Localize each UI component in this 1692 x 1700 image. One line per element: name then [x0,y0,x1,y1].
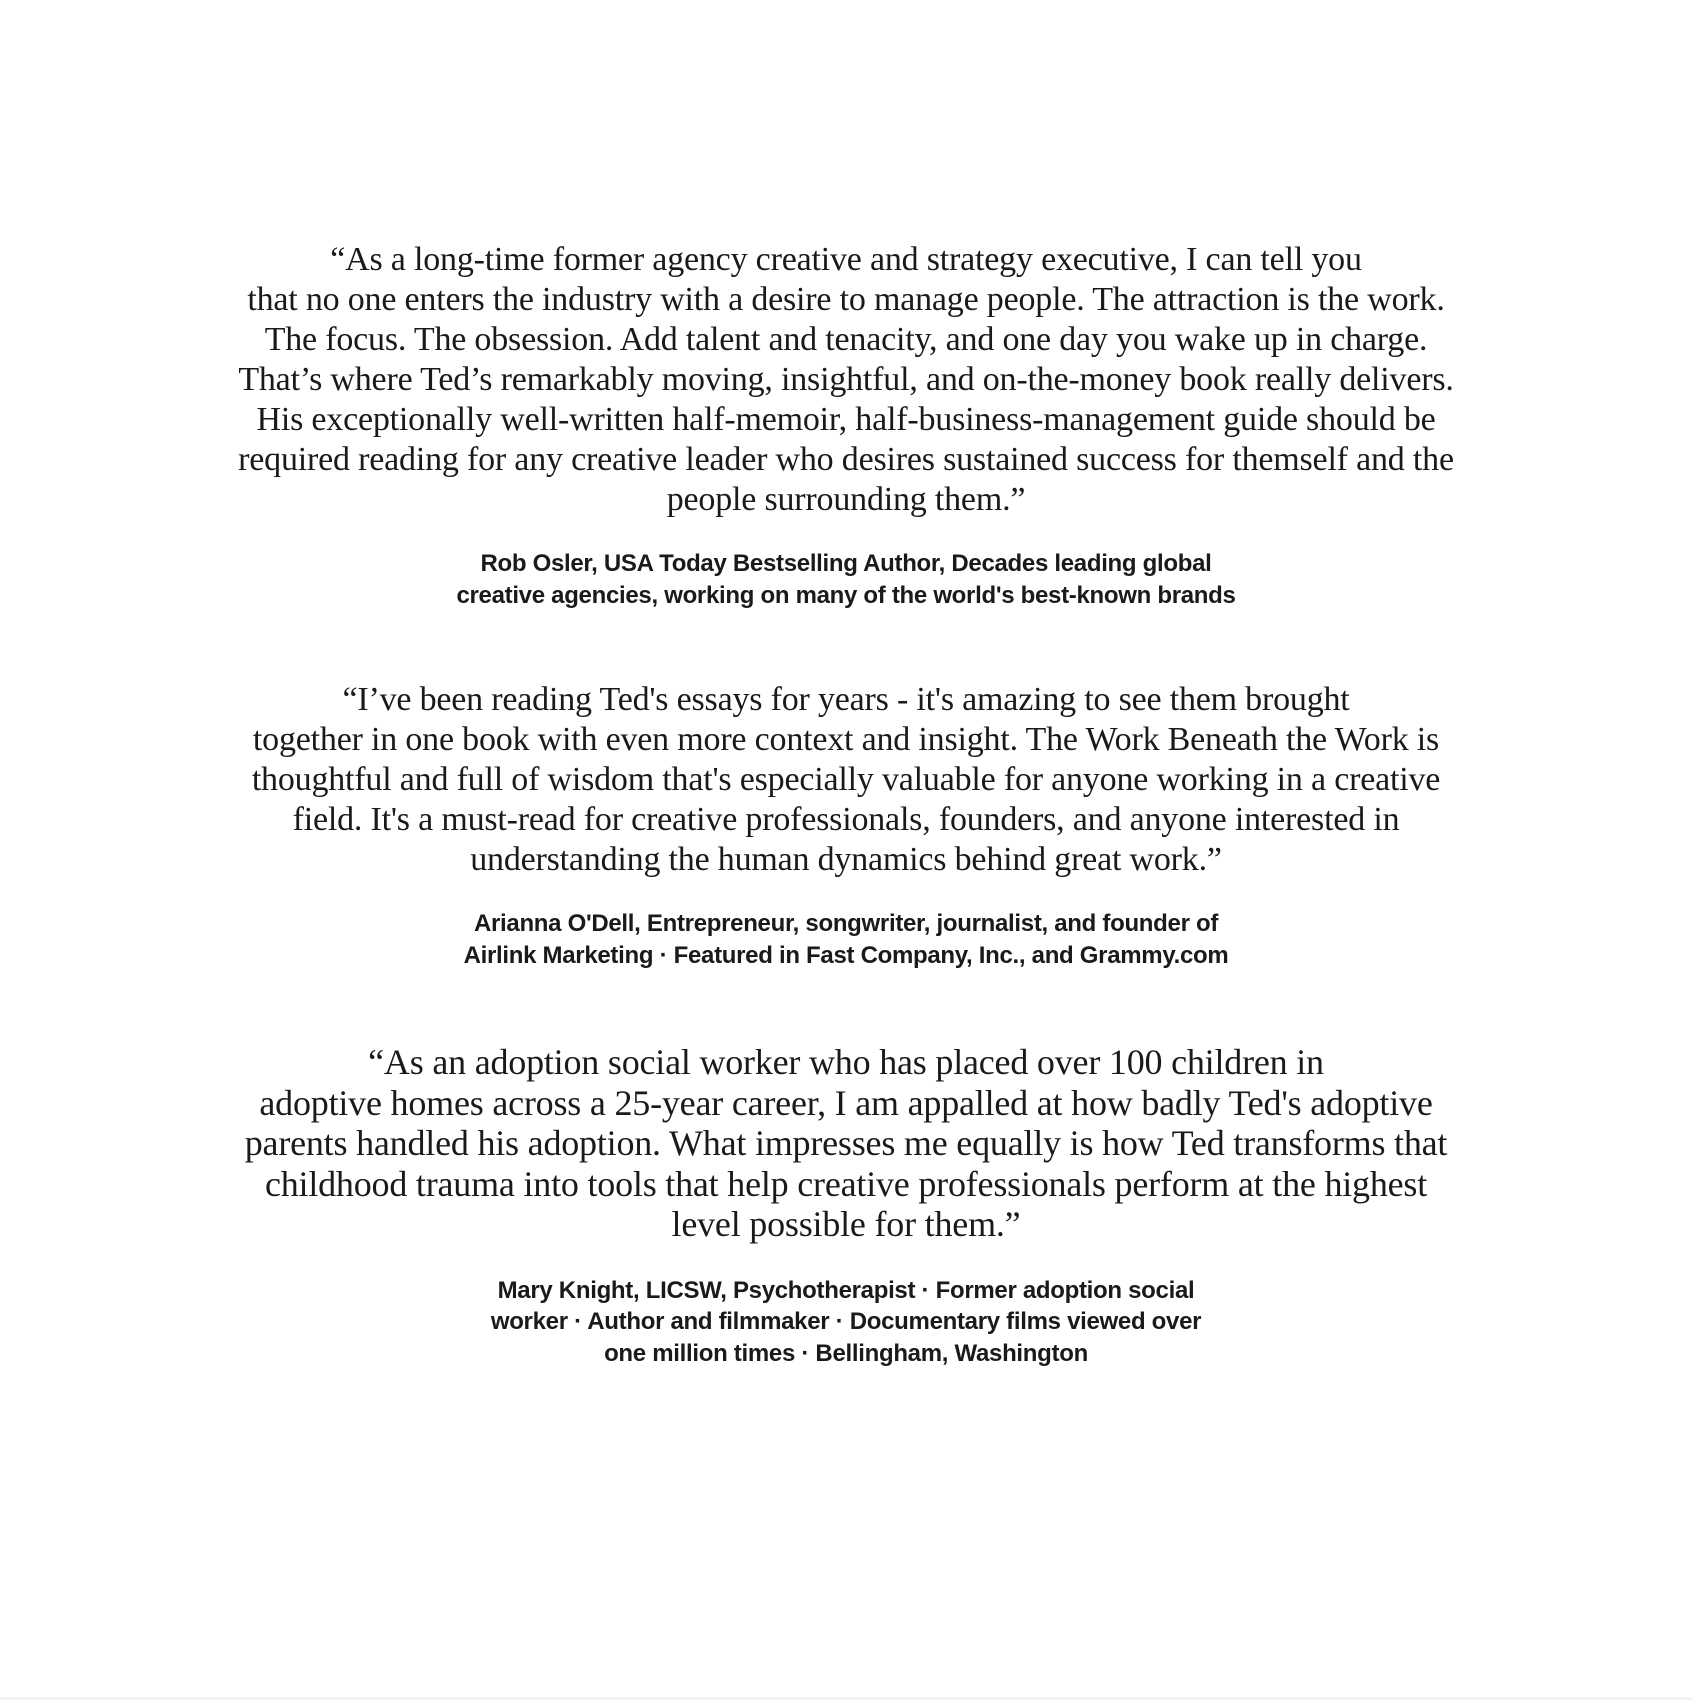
attribution-line: Arianna O'Dell, Entrepreneur, songwriter, journalist, and founder of [473,910,1219,937]
attribution-line: Mary Knight, LICSW, Psychotherapist · Former adoption social [497,1276,1195,1304]
testimonial-rob-osler [230,240,1462,611]
quote-line: level possible for them.” [671,1204,1021,1244]
quote-line: childhood trauma into tools that help creative professionals perform at the highest [264,1163,1428,1204]
quote-line: parents handled his adoption. What impresses me equally is how Ted transforms that [244,1123,1448,1163]
attribution-line: worker · Author and filmmaker · Documentary films viewed over [490,1308,1202,1335]
testimonial-attribution [230,548,1462,611]
testimonial-quote [230,680,1462,880]
quote-line: “As a long-time former agency creative and strategy executive, I can tell you [330,241,1362,278]
testimonial-arianna-odell [230,680,1462,971]
quote-line: field. It's a must-read for creative professionals, founders, and anyone interested in [292,801,1400,838]
quote-line: understanding the human dynamics behind great work.” [470,841,1222,878]
quote-line: people surrounding them.” [666,481,1026,518]
quote-line: adoptive homes across a 25-year career, I am appalled at how badly Ted's adoptive [259,1082,1433,1123]
quote-line: that no one enters the industry with a desire to manage people. The attraction is the work. [247,281,1445,318]
testimonial-attribution [230,1275,1462,1370]
quote-line: required reading for any creative leader who desires sustained success for themself and the [238,441,1454,478]
attribution-line: one million times · Bellingham, Washington [604,1339,1088,1367]
quote-line: “I’ve been reading Ted's essays for years - it's amazing to see them brought [342,681,1350,718]
quote-line: That’s where Ted’s remarkably moving, insightful, and on-the-money book really delivers. [238,361,1454,398]
quote-line: The focus. The obsession. Add talent and tenacity, and one day you wake up in charge. [264,321,1428,358]
quote-line: together in one book with even more context and insight. The Work Beneath the Work is [252,721,1440,758]
testimonial-quote [230,240,1462,520]
quote-line: “As an adoption social worker who has placed over 100 children in [368,1042,1324,1082]
quote-line: His exceptionally well-written half-memoir, half-business-management guide should be [256,401,1436,438]
attribution-line: Airlink Marketing · Featured in Fast Company, Inc., and Grammy.com [463,941,1229,969]
testimonial-attribution [230,908,1462,971]
quote-line: thoughtful and full of wisdom that's especially valuable for anyone working in a creative [251,761,1441,798]
attribution-line: creative agencies, working on many of the world's best-known brands [456,581,1236,609]
testimonial-quote [230,1042,1462,1245]
attribution-line: Rob Osler, USA Today Bestselling Author, Decades leading global [480,550,1212,577]
testimonial-mary-knight [230,1042,1462,1369]
